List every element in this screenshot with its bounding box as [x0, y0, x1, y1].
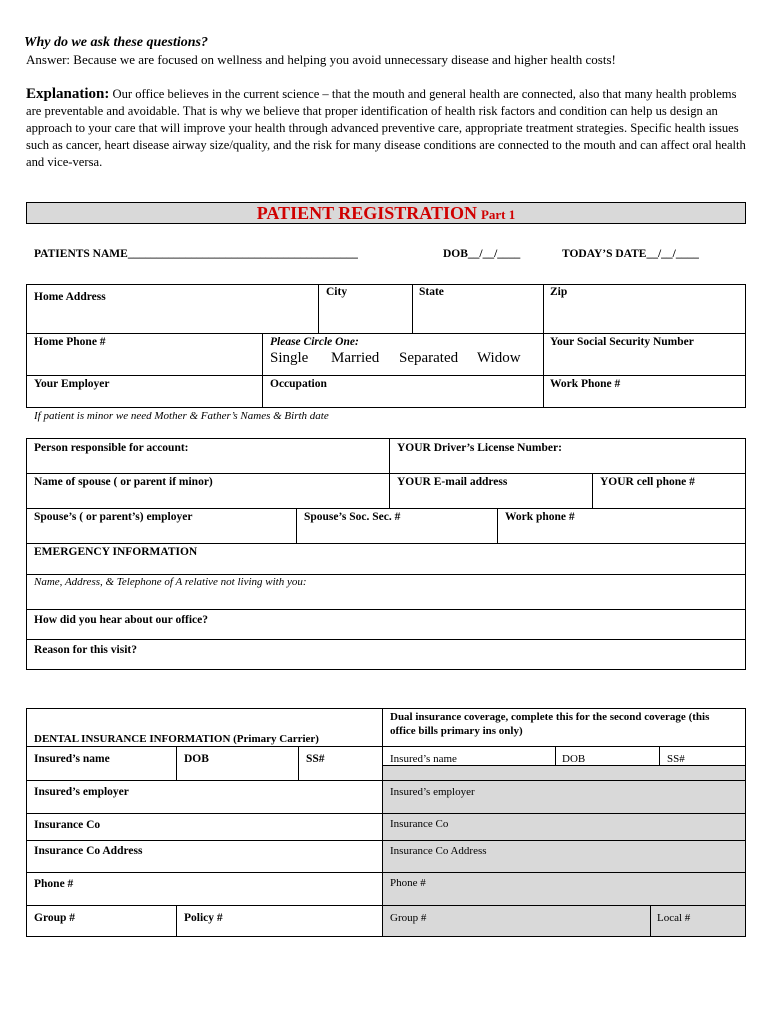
primary-group[interactable]: Group #	[34, 912, 76, 924]
zip-field[interactable]: Zip	[550, 286, 568, 298]
secondary-insured-name[interactable]: Insured’s name	[390, 753, 457, 765]
primary-employer[interactable]: Insured’s employer	[34, 786, 129, 798]
secondary-company[interactable]: Insurance Co	[390, 818, 449, 830]
primary-phone[interactable]: Phone #	[34, 878, 74, 890]
status-separated[interactable]: Separated	[399, 350, 459, 366]
work-phone-field[interactable]: Work Phone #	[550, 378, 621, 390]
responsible-field[interactable]: Person responsible for account:	[34, 442, 189, 454]
home-phone-field[interactable]: Home Phone #	[34, 336, 106, 348]
explanation-label: Explanation:	[26, 86, 110, 102]
intro-explanation	[26, 86, 746, 171]
secondary-ss[interactable]: SS#	[667, 753, 685, 765]
emergency-contact-field[interactable]: Name, Address, & Telephone of A relative not living with you:	[34, 576, 307, 588]
status-married[interactable]: Married	[331, 350, 380, 366]
primary-address[interactable]: Insurance Co Address	[34, 845, 143, 857]
secondary-address[interactable]: Insurance Co Address	[390, 845, 487, 857]
spouse-work-phone-field[interactable]: Work phone #	[505, 511, 575, 523]
secondary-local[interactable]: Local #	[657, 912, 691, 924]
secondary-dob[interactable]: DOB	[562, 753, 586, 765]
email-field[interactable]: YOUR E-mail address	[397, 476, 508, 488]
spouse-ssn-field[interactable]: Spouse’s Soc. Sec. #	[304, 511, 401, 523]
status-single[interactable]: Single	[270, 350, 309, 366]
occupation-field[interactable]: Occupation	[270, 378, 327, 390]
intro-question: Why do we ask these questions?	[24, 35, 208, 50]
primary-company[interactable]: Insurance Co	[34, 819, 101, 831]
ssn-field[interactable]: Your Social Security Number	[550, 336, 694, 348]
secondary-phone[interactable]: Phone #	[390, 877, 426, 889]
state-field[interactable]: State	[419, 286, 444, 298]
dob-field[interactable]: DOB__/__/____	[443, 248, 521, 260]
secondary-group[interactable]: Group #	[390, 912, 427, 924]
patients-name-field[interactable]: PATIENTS NAME________________________________________	[34, 248, 358, 260]
banner-part: Part 1	[480, 207, 516, 222]
spouse-name-field[interactable]: Name of spouse ( or parent if minor)	[34, 476, 213, 488]
please-circle-label: Please Circle One:	[270, 336, 359, 348]
registration-banner	[26, 202, 746, 224]
hear-about-field[interactable]: How did you hear about our office?	[34, 614, 209, 626]
primary-dob[interactable]: DOB	[184, 753, 209, 765]
spouse-employer-field[interactable]: Spouse’s ( or parent’s) employer	[34, 511, 193, 523]
minor-note: If patient is minor we need Mother & Father’s Names & Birth date	[34, 410, 329, 422]
secondary-employer[interactable]: Insured’s employer	[390, 786, 475, 798]
banner-title: PATIENT REGISTRATION	[256, 203, 477, 223]
home-address-field[interactable]: Home Address	[34, 291, 106, 303]
primary-ss[interactable]: SS#	[306, 753, 325, 765]
todays-date-field[interactable]: TODAY’S DATE__/__/____	[562, 248, 699, 260]
primary-insured-name[interactable]: Insured’s name	[34, 753, 110, 765]
cell-phone-field[interactable]: YOUR cell phone #	[600, 476, 695, 488]
explanation-text: Our office believes in the current science – that the mouth and general health are connected, also that many health problems are preventable and avoidable. That is why we believe that proper identification of health risk factors and condition can help us design an approach to your care that will improve your health through advanced preventive care, appropriate treatment strategies. Specific health issues such as cancer, heart disease airway size/quality, and the risk for many disease conditions are connected to the mouth and can affect oral health and vice-versa.	[26, 87, 746, 169]
city-field[interactable]: City	[326, 286, 348, 298]
employer-field[interactable]: Your Employer	[34, 378, 110, 390]
status-widow[interactable]: Widow	[477, 350, 521, 366]
primary-policy[interactable]: Policy #	[184, 912, 223, 924]
intro-answer: Answer: Because we are focused on wellness and helping you avoid unnecessary disease and higher health costs!	[26, 52, 616, 67]
reason-field[interactable]: Reason for this visit?	[34, 644, 137, 656]
emergency-header: EMERGENCY INFORMATION	[34, 546, 198, 558]
dual-insurance-header: Dual insurance coverage, complete this for the second coverage (this office bills primary ins only)	[390, 711, 710, 737]
primary-insurance-header: DENTAL INSURANCE INFORMATION (Primary Carrier)	[34, 733, 319, 745]
drivers-license-field[interactable]: YOUR Driver’s License Number:	[397, 442, 562, 454]
